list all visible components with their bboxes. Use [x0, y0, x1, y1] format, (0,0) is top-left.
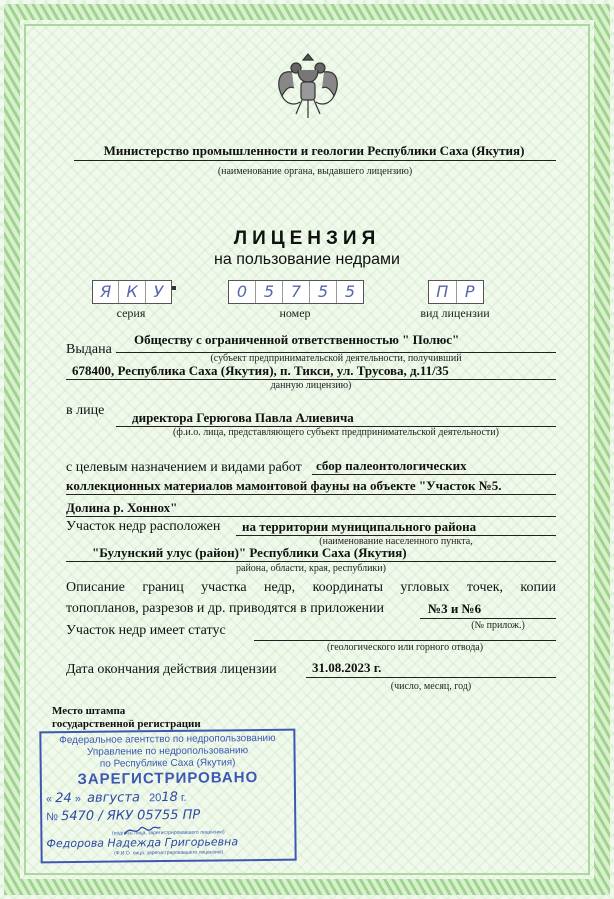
stamp-day: 24 — [55, 791, 72, 807]
stamp-place-label-1: Место штампа — [52, 705, 126, 717]
authority-caption: (наименование органа, выдавшего лицензию) — [217, 166, 413, 177]
number-caption: номер — [279, 306, 311, 320]
representative-caption: (ф.и.о. лица, представляющего субъект предпринимательской деятельности) — [173, 427, 499, 438]
purpose-underline-3 — [66, 516, 556, 517]
location-underline-2 — [66, 561, 556, 562]
document-subtitle: на пользование недрами — [214, 251, 400, 268]
series-caption: серия — [116, 306, 146, 320]
license-type-letter: П — [429, 281, 457, 303]
stamp-region: по Республике Саха (Якутия) — [99, 757, 236, 770]
number-digit: 7 — [283, 281, 310, 303]
expiry-underline — [306, 677, 556, 678]
expiry-caption: (число, месяц, год) — [390, 681, 472, 692]
location-caption-2: района, области, края, республики) — [236, 563, 386, 574]
number-digit: 5 — [310, 281, 337, 303]
person-label: в лице — [66, 403, 105, 418]
expiry-label: Дата окончания действия лицензии — [66, 662, 277, 677]
double-headed-eagle-emblem-icon — [272, 48, 344, 128]
number-digit: 5 — [344, 282, 356, 301]
stamp-department: Управление по недропользованию — [86, 745, 249, 758]
licensee-address: 678400, Республика Саха (Якутия), п. Тикси, ул. Трусова, д.11/35 — [72, 363, 449, 378]
location-caption-1: (наименование населенного пункта, — [319, 536, 473, 547]
registration-stamp — [39, 729, 296, 864]
stamp-year-unit: г. — [180, 791, 187, 804]
stamp-year-prefix: 20 — [149, 792, 162, 805]
stamp-month: августа — [86, 790, 140, 806]
stamp-agency: Федеральное агентство по недропользованию — [59, 732, 276, 747]
stamp-signer-name: Федорова Надежда Григорьевна — [46, 835, 239, 851]
document-title: ЛИЦЕНЗИЯ — [233, 228, 381, 249]
stamp-registered: ЗАРЕГИСТРИРОВАНО — [77, 769, 259, 788]
expiry-date: 31.08.2023 г. — [312, 660, 382, 675]
description-text-2: топопланов, разрезов и др. приводятся в приложении — [66, 601, 385, 616]
license-type-box — [428, 280, 484, 304]
address-caption: данную лицензию) — [270, 380, 352, 391]
appendix-caption: (№ прилож.) — [471, 620, 525, 631]
status-caption: (геологического или горного отвода) — [326, 642, 484, 653]
purpose-value-3: Долина р. Хоннох" — [66, 500, 178, 515]
number-digit: 0 — [229, 281, 256, 303]
purpose-value-2: коллекционных материалов мамонтовой фауны на объекте "Участок №5. — [66, 478, 502, 493]
representative-name: директора Герюгова Павла Алиевича — [132, 410, 354, 425]
location-value-2: "Булунский улус (район)" Республики Саха (Якутия) — [92, 545, 407, 560]
appendix-numbers: №3 и №6 — [428, 601, 482, 616]
number-digit: 5 — [256, 281, 283, 303]
location-label: Участок недр расположен — [66, 519, 221, 534]
stamp-sign-caption-1: (подпись лица, зарегистрировавшего лицензию) — [112, 829, 225, 837]
issuing-authority: Министерство промышленности и геологии Республики Саха (Якутия) — [103, 143, 525, 158]
stamp-place-label-2: государственной регистрации — [52, 718, 201, 730]
stamp-date-row: « 24 » августа 2018 г. — [45, 789, 187, 807]
purpose-label: с целевым назначением и видами работ — [66, 460, 302, 475]
stamp-year-suffix: 18 — [161, 789, 178, 806]
number-box — [228, 280, 364, 304]
issued-to-label: Выдана — [66, 342, 112, 357]
location-value-1: на территории муниципального района — [242, 519, 477, 534]
license-type-letter: Р — [464, 282, 475, 301]
stamp-registration-number: 5470 / ЯКУ 05755 ПР — [61, 807, 201, 825]
stamp-number-label: № — [46, 811, 59, 824]
purpose-value-1: сбор палеонтологических — [316, 458, 467, 473]
purpose-underline-2 — [66, 494, 556, 495]
licensee-name: Обществу с ограниченной ответственностью " Полюс" — [134, 332, 460, 347]
series-letter: У — [153, 282, 164, 301]
status-underline — [254, 640, 556, 641]
license-type-caption: вид лицензии — [420, 306, 490, 320]
series-letter: К — [119, 281, 145, 303]
licensee-caption: (субъект предпринимательской деятельности, получивший — [210, 353, 462, 364]
purpose-underline-1 — [312, 474, 556, 475]
series-box — [92, 280, 172, 304]
status-label: Участок недр имеет статус — [66, 623, 226, 638]
description-text-1: Описание границ участка недр, координаты угловых точек, копии — [66, 580, 556, 595]
series-letter: Я — [93, 281, 119, 303]
separator-dot — [172, 286, 176, 290]
appendix-underline — [420, 618, 556, 619]
stamp-sign-caption-2: (Ф.И.О. лица, зарегистрировавшего лицензию) — [114, 849, 224, 857]
authority-underline — [74, 160, 556, 161]
